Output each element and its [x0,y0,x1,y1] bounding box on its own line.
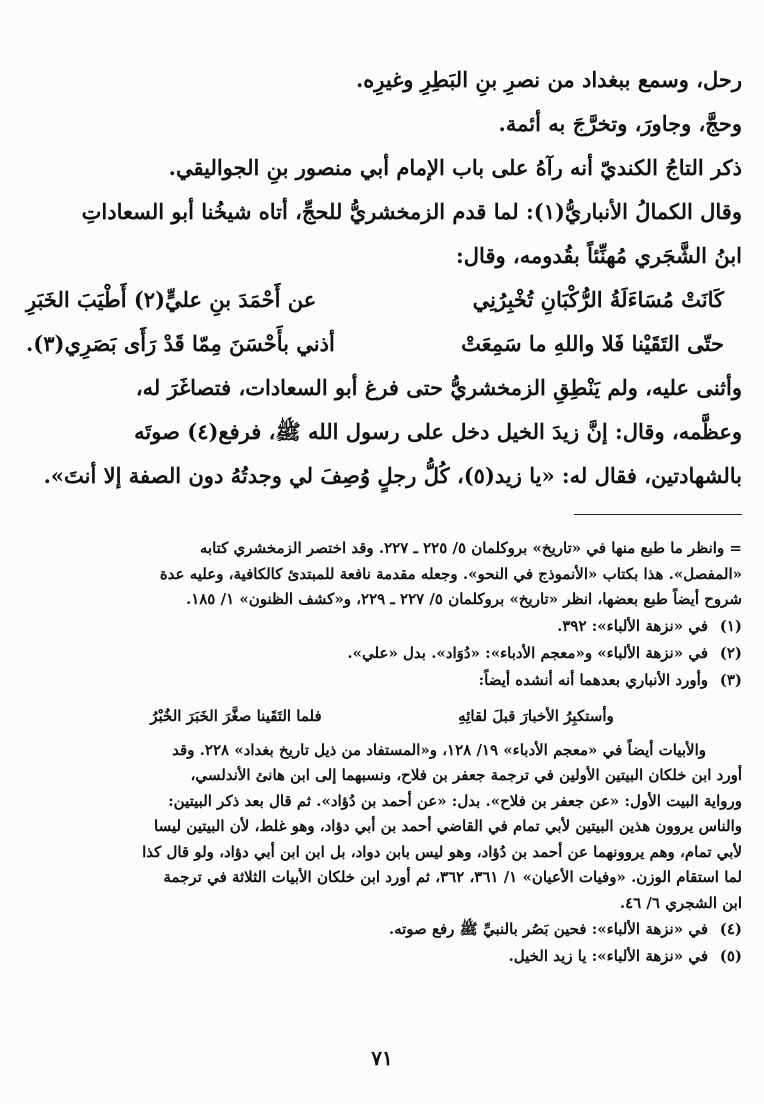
text-line: بالشهادتين، فقال له: «يا زيد(٥)، كُلُّ رجلٍ وُصِفَ لي وجدتُهُ دون الصفة إلا أنتَ». [43,463,742,488]
text-line: وقال الكمالُ الأنباريُّ(١): لما قدم الزمخشريُّ للحجِّ، أتاه شيخُنا أبو السعاداتِ [81,199,742,224]
footnote-line: ورواية البيت الأول: «عن جعفر بن فلاح». بدل: «عن أحمد بن دُؤاد». ثم قال بعد ذكر البيتين: [168,791,742,810]
footnote-text: في «نزهة الألباء» و«معجم الأدباء»: «دُوَاد». بدل «علي». [347,643,708,662]
footnote-number: (٣) [719,670,742,689]
verse-hemistich-first: وأستكبِرُ الأخبارَ قبلَ لقائِهِ [458,706,614,725]
footnote-line: شروح أيضاً طبع بعضها، انظر «تاريخ» بروكلمان ٥/ ٢٢٧ ـ ٢٢٩، و«كشف الظنون» ١/ ١٨٥. [185,590,742,608]
poem-verse [22,322,742,366]
text-line: وأثنى عليه، ولم يَنْطِقِ الزمخشريُّ حتى فرغ أبو السعادات، فتصاغَرَ له، [135,375,742,400]
verse-hemistich-second: عن أَحْمَدَ بنِ عليٍّ(٢) أَطْيَبَ الخَبَرِ [26,287,317,312]
footnote-verse [22,694,742,738]
verse-hemistich-second: أذني بأَحْسَنَ مِمّا قَدْ رَأَى بَصَرِي(٣). [26,331,335,356]
footnote-line: = وانظر ما طبع منها في «تاريخ» بروكلمان ٥/ ٢٢٥ ـ ٢٢٧. وقد اختصر الزمخشري كتابه [199,539,742,557]
footnote-number: (٤) [719,920,742,938]
footnote-number: (١) [719,616,742,635]
text-line: ابنُ الشَّجَري مُهنِّئاً بقُدومه، وقال: [456,243,742,268]
footnote-text: في «نزهة الألباء»: فحين بَصُر بالنبيِّ ﷺ رفع صوته. [388,920,708,938]
footnote-text: في «نزهة الألباء»: يا زيد الخيل. [508,947,708,965]
footnote-number: (٥) [719,947,742,965]
footnote-line: لما استقام الوزن. «وفيات الأعيان» ١/ ٣٦١، ٣٦٢، ثم أورد ابن خلكان الأبيات الثلاثة في ترجمة [163,868,742,886]
footnote-item [22,916,742,943]
text-line: وعظَّمه، وقال: إنَّ زيدَ الخيل دخل على رسول الله ﷺ، فرفع(٤) صوتَه [134,419,742,444]
footnote-line: ابن الشجري ٦/ ٤٦. [619,893,742,912]
footnotes [22,536,742,970]
footnote-item [22,667,742,694]
footnote-line: أورد ابن خلكان البيتين الأولين في ترجمة جعفر بن فلاح، ونسبهما إلى ابن هانئ الأندلسي، [190,766,742,784]
verse-hemistich-second: فلما التَقَينا صغَّرَ الخَبَرَ الخُبْرُ [150,706,322,725]
footnote-item [22,640,742,667]
main-text [22,58,742,498]
footnote-item [22,943,742,970]
footnote-item [22,613,742,640]
footnote-line: والأبيات أيضاً في «معجم الأدباء» ١٩/ ١٢٨، و«المستفاد من ذيل تاريخ بغداد» ٢٢٨. وقد [172,740,706,759]
footnote-line: «المفصل». هذا بكتاب «الأنموذج في النحو». وجعله مقدمة نافعة للمبتدئ كالكافية، وعليه عدة [159,564,742,583]
verse-hemistich-first: كَانَتْ مُسَاءَلَةُ الرُّكْبَانِ تُخْبِرُنِي [472,287,724,312]
footnote-line: والناس يروون هذين البيتين لأبي تمام في القاضي أحمد بن أبي دؤاد، وهو غلط، لأن البيتين ليسا [154,817,742,835]
footnote-line: لأبي تمام، وهم يروونهما عن أحمد بن دُؤاد، وهو ليس بابن دواد، بل ابن ابن أبي دؤاد، ولو قال كذا [142,842,742,861]
text-line: رحل، وسمع ببغداد من نصرِ بنِ البَطِرِ وغيرِه. [355,67,742,92]
footnote-text: وأورد الأنباري بعدهما أنه أنشده أيضاً: [478,670,708,689]
verse-hemistich-first: حتّى التَقَيْنا فَلا واللهِ ما سَمِعَتْ [461,331,724,356]
footnote-separator [574,514,742,515]
text-line: ذكر التاجُ الكنديّ أنه رآهُ على باب الإمام أبي منصور بنِ الجواليقي. [168,155,742,180]
page-number: ٧١ [371,1046,393,1070]
text-line: وحجَّ، وجاورَ، وتخرَّجَ به أئمة. [498,111,742,136]
poem-verse [22,278,742,322]
footnote-text: في «نزهة الألباء»: ٣٩٢. [557,616,708,635]
footnote-number: (٢) [719,643,742,662]
